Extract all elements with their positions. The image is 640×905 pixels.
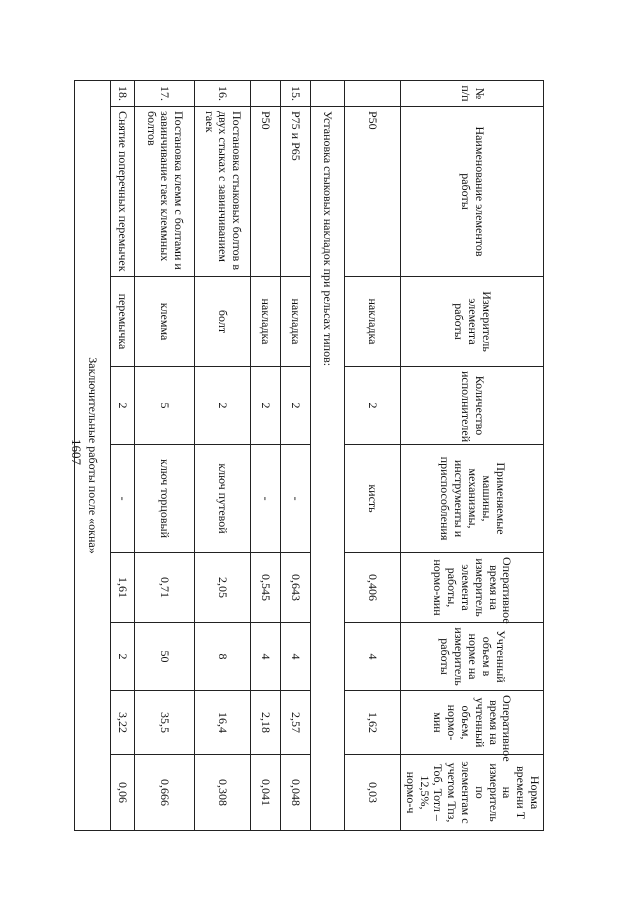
- row-workers: 2: [281, 367, 311, 445]
- row-volume: 4: [281, 623, 311, 691]
- row-op-time: 0,406: [345, 553, 401, 623]
- row-workers: 2: [251, 367, 281, 445]
- row-volume: 2: [111, 623, 135, 691]
- row-name: Р50: [251, 107, 281, 277]
- row-unit: накладка: [251, 277, 281, 367]
- row-tools: -: [251, 445, 281, 553]
- row-norm: 0,041: [251, 755, 281, 831]
- row-op-time: 0,71: [135, 553, 195, 623]
- row-num: 16.: [195, 81, 251, 107]
- row-num: 17.: [135, 81, 195, 107]
- row-workers: 5: [135, 367, 195, 445]
- section-num: [311, 81, 345, 107]
- row-norm: 0,03: [345, 755, 401, 831]
- col-header-name: Наименование элементов работы: [401, 107, 544, 277]
- col-header-op-time: Оперативное время на измеритель элемента работы, нормо-мин: [401, 553, 544, 623]
- row-volume: 8: [195, 623, 251, 691]
- closing-title: Заключительные работы после «окна»: [75, 81, 111, 831]
- row-volume: 4: [345, 623, 401, 691]
- col-header-tools: Применяемые машины, механизмы, инструменты и приспособления: [401, 445, 544, 553]
- row-workers: 2: [111, 367, 135, 445]
- row-norm: 0,308: [195, 755, 251, 831]
- row-tools: ключ торцовый: [135, 445, 195, 553]
- table-row: [135, 81, 195, 831]
- work-elements-table: [74, 80, 544, 831]
- row-op-volume: 1,62: [345, 691, 401, 755]
- row-num: 15.: [281, 81, 311, 107]
- row-unit: клемма: [135, 277, 195, 367]
- row-op-volume: 16,4: [195, 691, 251, 755]
- row-unit: накладка: [281, 277, 311, 367]
- row-num: 18.: [111, 81, 135, 107]
- row-workers: 2: [345, 367, 401, 445]
- section-row: [311, 81, 345, 831]
- row-op-time: 0,545: [251, 553, 281, 623]
- row-norm: 0,666: [135, 755, 195, 831]
- col-header-workers: Количество исполнителей: [401, 367, 544, 445]
- row-name: Постановка стыковых болтов в двух стыках с завинчиванием гаек: [195, 107, 251, 277]
- row-op-volume: 2,18: [251, 691, 281, 755]
- row-num: [251, 81, 281, 107]
- row-norm: 0,048: [281, 755, 311, 831]
- row-tools: ключ путевой: [195, 445, 251, 553]
- row-tools: кисть: [345, 445, 401, 553]
- header-row: [401, 81, 544, 831]
- table-row: [251, 81, 281, 831]
- table-row: [281, 81, 311, 831]
- row-op-time: 0,643: [281, 553, 311, 623]
- row-norm: 0,06: [111, 755, 135, 831]
- row-op-volume: 35,5: [135, 691, 195, 755]
- row-unit: накладка: [345, 277, 401, 367]
- section-title: Установка стыковых накладок при рельсах типов:: [311, 107, 345, 831]
- row-name: Постановка клемм с болтами и завинчивание гаек клеммных болтов: [135, 107, 195, 277]
- closing-row: [75, 81, 111, 831]
- col-header-op-volume: Оперативное время на учтенный объем, нормо-мин: [401, 691, 544, 755]
- col-header-volume: Учтенный объем в норме на измеритель работы: [401, 623, 544, 691]
- col-header-norm: Норма времени Т на измеритель по элементам с учетом Тпз, Тоб, Тотл – 12,5%, нормо-ч: [401, 755, 544, 831]
- row-name: Р75 и Р65: [281, 107, 311, 277]
- row-op-volume: 3,22: [111, 691, 135, 755]
- row-tools: -: [281, 445, 311, 553]
- table-row: [345, 81, 401, 831]
- row-name: Снятие поперечных перемычек: [111, 107, 135, 277]
- row-num: [345, 81, 401, 107]
- row-op-time: 2,05: [195, 553, 251, 623]
- col-header-num: № п/п: [401, 81, 544, 107]
- row-workers: 2: [195, 367, 251, 445]
- col-header-unit: Измеритель элемента работы: [401, 277, 544, 367]
- row-unit: перемычка: [111, 277, 135, 367]
- row-volume: 4: [251, 623, 281, 691]
- row-op-volume: 2,57: [281, 691, 311, 755]
- row-op-time: 1,61: [111, 553, 135, 623]
- row-name: Р50: [345, 107, 401, 277]
- page-number: 1607: [69, 439, 84, 465]
- rotated-table-container: [82, 80, 544, 830]
- table-row: [111, 81, 135, 831]
- row-tools: -: [111, 445, 135, 553]
- row-volume: 50: [135, 623, 195, 691]
- row-unit: болт: [195, 277, 251, 367]
- table-row: [195, 81, 251, 831]
